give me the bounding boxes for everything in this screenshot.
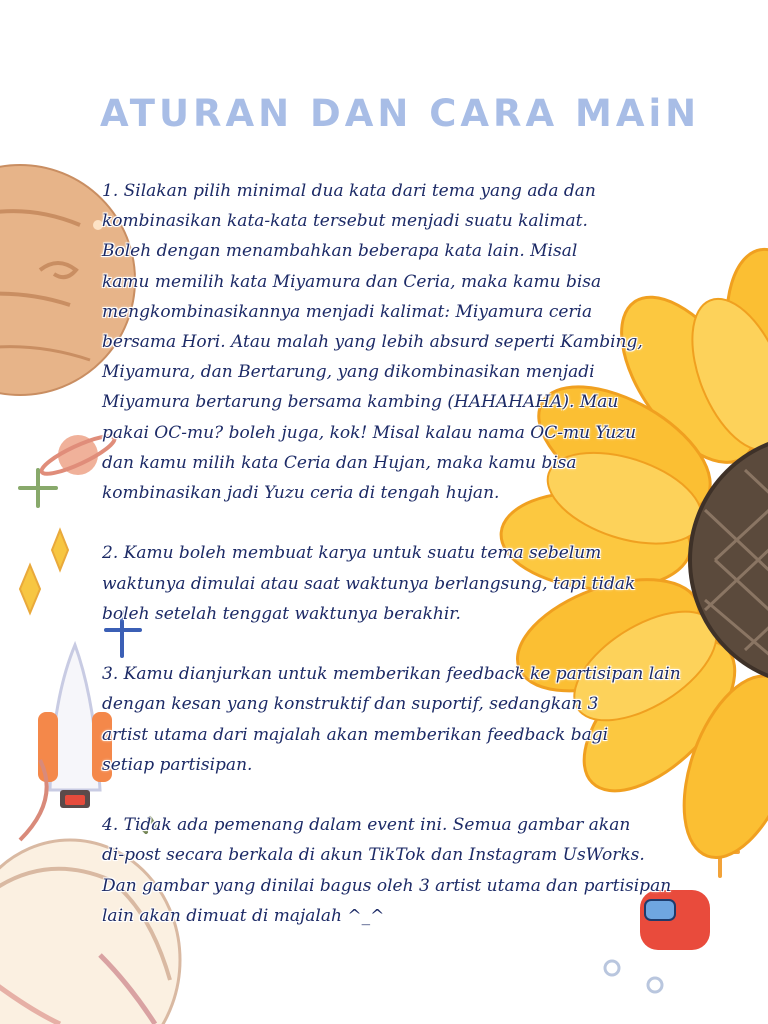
rule-line: artist utama dari majalah akan memberikan feedback bagi — [102, 724, 609, 745]
rule-line: pakai OC-mu? boleh juga, kok! Misal kalau nama OC-mu Yuzu — [102, 422, 637, 443]
rule-line: lain akan dimuat di majalah ^_^ — [102, 905, 385, 926]
rule-2 — [102, 538, 722, 629]
rule-1 — [102, 176, 722, 508]
rule-line: 1. Silakan pilih minimal dua kata dari tema yang ada dan — [102, 181, 596, 201]
rules-list — [102, 176, 722, 961]
rule-4 — [102, 810, 722, 931]
rule-line: 3. Kamu dianjurkan untuk memberikan feedback ke partisipan lain — [102, 664, 681, 685]
rule-line: mengkombinasikannya menjadi kalimat: Miyamura ceria — [102, 301, 593, 322]
rule-line: 2. Kamu boleh membuat karya untuk suatu tema sebelum — [102, 543, 602, 564]
rule-line: kombinasikan kata-kata tersebut menjadi suatu kalimat. — [102, 211, 588, 232]
rule-line: bersama Hori. Atau malah yang lebih absurd seperti Kambing, — [102, 332, 643, 353]
rule-line: waktunya dimulai atau saat waktunya berlangsung, tapi tidak — [102, 573, 636, 594]
rule-line: 4. Tidak ada pemenang dalam event ini. Semua gambar akan — [102, 815, 631, 836]
rule-line: dengan kesan yang konstruktif dan suportif, sedangkan 3 — [102, 694, 599, 715]
rule-line: Dan gambar yang dinilai bagus oleh 3 artist utama dan partisipan — [102, 875, 672, 896]
rule-line: kamu memilih kata Miyamura dan Ceria, maka kamu bisa — [102, 271, 602, 292]
rule-line: Boleh dengan menambahkan beberapa kata lain. Misal — [102, 241, 578, 262]
rule-line: kombinasikan jadi Yuzu ceria di tengah hujan. — [102, 483, 500, 504]
rule-line: boleh setelah tenggat waktunya berakhir. — [102, 603, 461, 624]
page-title: ATURAN DAN CARA MAiN — [100, 92, 701, 135]
rule-line: dan kamu milih kata Ceria dan Hujan, maka kamu bisa — [102, 452, 577, 473]
rule-line: setiap partisipan. — [102, 754, 253, 775]
rocket-illustration — [38, 645, 112, 808]
rule-3 — [102, 659, 722, 780]
rule-line: Miyamura bertarung bersama kambing (HAHAHAHA). Mau — [102, 392, 619, 413]
rule-line: Miyamura, dan Bertarung, yang dikombinasikan menjadi — [102, 362, 595, 383]
rule-line: di-post secara berkala di akun TikTok dan Instagram UsWorks. — [102, 845, 645, 866]
